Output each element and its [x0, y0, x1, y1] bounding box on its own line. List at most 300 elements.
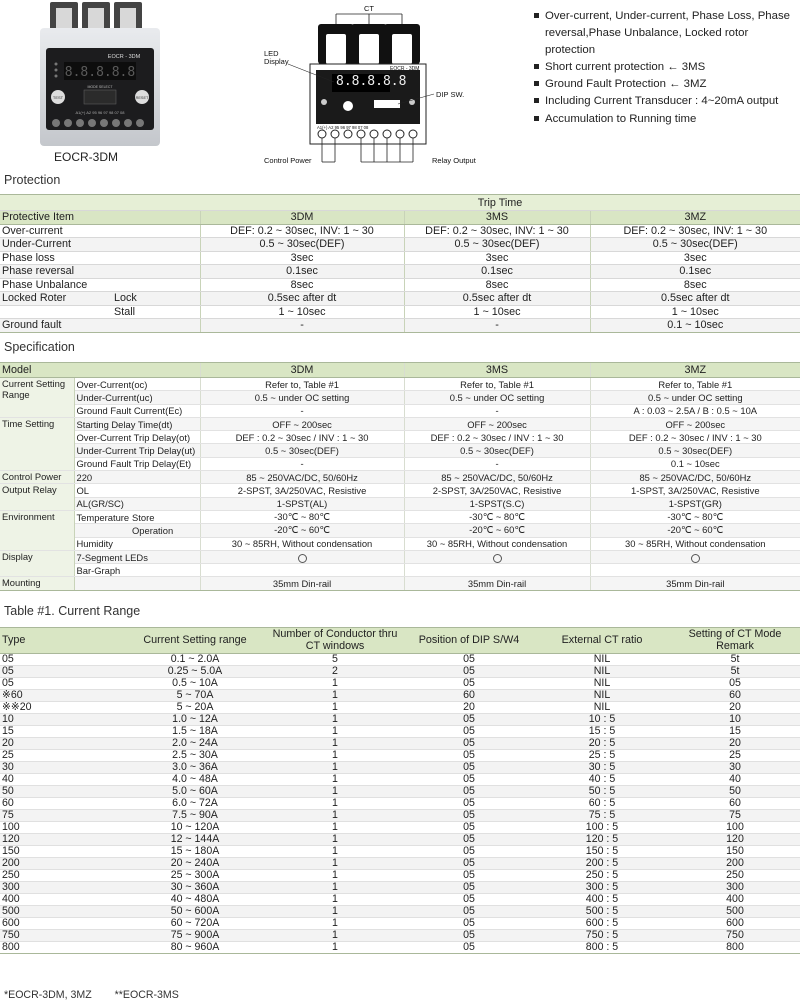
ct-label: CT: [364, 4, 374, 13]
trip-time-cell: 0.1sec: [590, 265, 800, 279]
product-mode-label: MODE SELECT: [87, 85, 113, 89]
spec-value-cell: 0.5 ~ under OC setting: [404, 391, 590, 404]
spec-value-cell: [590, 550, 800, 563]
spec-group: Control Power: [0, 471, 74, 484]
protection-title: Protection: [4, 173, 61, 187]
table-row: [0, 738, 800, 750]
table-cell: 5t: [670, 666, 800, 678]
spec-value-cell: -30℃ ~ 80℃: [404, 510, 590, 523]
table-cell: 1: [266, 810, 404, 822]
table-cell: 400 : 5: [534, 894, 670, 906]
table-cell: 1: [266, 690, 404, 702]
column-header: Setting of CT Mode Remark: [670, 628, 800, 654]
table-row: [0, 417, 800, 430]
spec-value-cell: 35mm Din-rail: [200, 577, 404, 590]
protective-item: Over-current: [0, 224, 112, 238]
table-cell: 05: [404, 906, 534, 918]
feature-item: Including Current Transducer : 4~20mA output: [534, 93, 796, 110]
table-cell: 6.0 ~ 72A: [124, 798, 266, 810]
footnote: *EOCR-3DM, 3MZ: [4, 989, 92, 1001]
trip-time-cell: -: [404, 319, 590, 333]
table-row: [0, 265, 800, 279]
table-cell: 10 : 5: [534, 714, 670, 726]
column-header: Number of Conductor thru CT windows: [266, 628, 404, 654]
protective-sub-item: [112, 278, 200, 292]
spec-value-cell: 30 ~ 85RH, Without condensation: [404, 537, 590, 550]
footnotes: [4, 989, 199, 1001]
table-cell: 05: [404, 666, 534, 678]
protective-sub-item: [112, 251, 200, 265]
spec-value-cell: 35mm Din-rail: [590, 577, 800, 590]
table-row: [0, 930, 800, 942]
spec-value-cell: [590, 564, 800, 577]
table-row: [0, 942, 800, 954]
spec-group: Display: [0, 550, 74, 577]
table-row: [0, 654, 800, 666]
table-cell: 800 : 5: [534, 942, 670, 954]
table-row: [0, 378, 800, 391]
table-cell: 500: [670, 906, 800, 918]
table-row: [0, 678, 800, 690]
model-header: 3MZ: [590, 211, 800, 225]
protective-item-header: Protective Item: [0, 211, 200, 225]
product-reset-label: RESET: [135, 96, 149, 100]
table-cell: 1: [266, 906, 404, 918]
table-row: [0, 510, 800, 523]
table-row: [0, 292, 800, 306]
model-header: 3DM: [200, 363, 404, 378]
table-cell: 60 ~ 720A: [124, 918, 266, 930]
spec-item: [74, 577, 200, 590]
spec-value-cell: 2-SPST, 3A/250VAC, Resistive: [404, 484, 590, 497]
table-cell: 5.0 ~ 60A: [124, 786, 266, 798]
table-cell: 05: [404, 786, 534, 798]
table-cell: 5: [266, 654, 404, 666]
trip-time-cell: 8sec: [200, 278, 404, 292]
feature-item: Short current protection ← 3MS: [534, 59, 796, 76]
table-cell: 250 : 5: [534, 870, 670, 882]
trip-time-cell: DEF: 0.2 ~ 30sec, INV: 1 ~ 30: [590, 224, 800, 238]
spec-value-cell: 2-SPST, 3A/250VAC, Resistive: [200, 484, 404, 497]
table-cell: 3.0 ~ 36A: [124, 762, 266, 774]
table-row: [0, 762, 800, 774]
spec-value-cell: 30 ~ 85RH, Without condensation: [590, 537, 800, 550]
table-cell: ※60: [0, 690, 124, 702]
table-cell: 12 ~ 144A: [124, 834, 266, 846]
trip-time-cell: 3sec: [404, 251, 590, 265]
table-row: [0, 471, 800, 484]
table-cell: 300: [0, 882, 124, 894]
table-cell: 10: [0, 714, 124, 726]
table-cell: 05: [404, 918, 534, 930]
table-cell: 1: [266, 798, 404, 810]
table-cell: 05: [0, 654, 124, 666]
feature-item: Accumulation to Running time: [534, 111, 796, 128]
product-led-digits: 8.8.8.8.8: [64, 65, 136, 80]
table-cell: NIL: [534, 690, 670, 702]
table-cell: 1: [266, 762, 404, 774]
table-row: [0, 690, 800, 702]
spec-value-cell: DEF : 0.2 ~ 30sec / INV : 1 ~ 30: [590, 431, 800, 444]
trip-time-cell: 0.5 ~ 30sec(DEF): [404, 238, 590, 252]
table-cell: 05: [404, 810, 534, 822]
table-cell: 30: [0, 762, 124, 774]
table-cell: 40: [670, 774, 800, 786]
control-power-label: Control Power: [264, 156, 312, 165]
spec-value-cell: OFF ~ 200sec: [200, 417, 404, 430]
table-row: [0, 484, 800, 497]
feature-list: [534, 8, 796, 128]
spec-value-cell: -30℃ ~ 80℃: [200, 510, 404, 523]
table-cell: NIL: [534, 654, 670, 666]
spec-group: Time Setting: [0, 417, 74, 470]
spec-value-cell: -30℃ ~ 80℃: [590, 510, 800, 523]
specification-title: Specification: [4, 340, 75, 354]
table-cell: 400: [670, 894, 800, 906]
table-cell: 800: [670, 942, 800, 954]
spec-value-cell: 0.1 ~ 10sec: [590, 457, 800, 470]
table-cell: 120 : 5: [534, 834, 670, 846]
table-cell: 100 : 5: [534, 822, 670, 834]
table-cell: 1: [266, 858, 404, 870]
table-row: [0, 750, 800, 762]
table-cell: 80 ~ 960A: [124, 942, 266, 954]
spec-value-cell: -20℃ ~ 60℃: [404, 524, 590, 537]
product-front-label: EOCR - 3DM: [107, 54, 141, 60]
feature-item: Over-current, Under-current, Phase Loss, Phase reversal,Phase Unbalance, Locked rotor protection: [534, 8, 796, 58]
specification-table: [0, 362, 800, 591]
table-cell: 500: [0, 906, 124, 918]
product-photo: [36, 2, 164, 147]
table-cell: NIL: [534, 702, 670, 714]
footnote: **EOCR-3MS: [114, 989, 179, 1001]
relay-output-label: Relay Output: [432, 156, 476, 165]
table-cell: ※※20: [0, 702, 124, 714]
table-cell: 75: [670, 810, 800, 822]
table-row: [0, 431, 800, 444]
table-cell: 15: [670, 726, 800, 738]
trip-time-cell: DEF: 0.2 ~ 30sec, INV: 1 ~ 30: [200, 224, 404, 238]
table-cell: 300: [670, 882, 800, 894]
table-cell: 50: [670, 786, 800, 798]
table-cell: 50 : 5: [534, 786, 670, 798]
table-cell: 05: [404, 750, 534, 762]
table-cell: 20: [670, 738, 800, 750]
table-row: [0, 918, 800, 930]
table-row: [0, 444, 800, 457]
table-cell: 05: [404, 678, 534, 690]
spec-value-cell: -20℃ ~ 60℃: [590, 524, 800, 537]
table-row: [0, 251, 800, 265]
protective-sub-item: [112, 224, 200, 238]
table-row: [0, 798, 800, 810]
table-cell: 1: [266, 738, 404, 750]
spec-value-cell: [404, 564, 590, 577]
spec-value-cell: 0.5 ~ under OC setting: [200, 391, 404, 404]
spec-item: [74, 524, 130, 537]
trip-time-cell: 0.5sec after dt: [404, 292, 590, 306]
spec-value-cell: OFF ~ 200sec: [590, 417, 800, 430]
model-header: 3DM: [200, 211, 404, 225]
table-row: [0, 834, 800, 846]
trip-time-cell: 1 ~ 10sec: [404, 305, 590, 319]
table-row: [0, 305, 800, 319]
table-row: [0, 858, 800, 870]
spec-value-cell: 1-SPST(S.C): [404, 497, 590, 510]
table-row: [0, 870, 800, 882]
dip-switch-label: DIP SW.: [436, 90, 465, 99]
table-cell: 05: [0, 666, 124, 678]
model-header: 3MZ: [590, 363, 800, 378]
table-row: [0, 714, 800, 726]
table-cell: 300 : 5: [534, 882, 670, 894]
trip-time-cell: 3sec: [590, 251, 800, 265]
table-cell: 0.25 ~ 5.0A: [124, 666, 266, 678]
table-cell: 600 : 5: [534, 918, 670, 930]
product-overview: [0, 0, 800, 168]
table-cell: 250: [670, 870, 800, 882]
trip-time-cell: 0.5 ~ 30sec(DEF): [590, 238, 800, 252]
table-cell: 60: [0, 798, 124, 810]
table-row: [0, 391, 800, 404]
table-cell: 0.5 ~ 10A: [124, 678, 266, 690]
trip-time-cell: 0.5 ~ 30sec(DEF): [200, 238, 404, 252]
spec-item: Temperature: [74, 510, 130, 523]
spec-value-cell: 1-SPST(AL): [200, 497, 404, 510]
spec-item: AL(GR/SC): [74, 497, 200, 510]
current-range-table: [0, 627, 800, 954]
table-cell: 1: [266, 726, 404, 738]
spec-value-cell: [200, 550, 404, 563]
table-row: [0, 564, 800, 577]
spec-item: Humidity: [74, 537, 200, 550]
table-row: [0, 537, 800, 550]
table-cell: 1: [266, 870, 404, 882]
table-cell: 1: [266, 894, 404, 906]
spec-item: Bar-Graph: [74, 564, 200, 577]
spec-value-cell: 85 ~ 250VAC/DC, 50/60Hz: [404, 471, 590, 484]
protective-item: Phase Unbalance: [0, 278, 112, 292]
spec-value-cell: -: [404, 457, 590, 470]
table-cell: 600: [0, 918, 124, 930]
spec-group: Output Relay: [0, 484, 74, 511]
model-header: Model: [0, 363, 200, 378]
table-cell: 05: [404, 654, 534, 666]
spec-sub-item: Operation: [130, 524, 200, 537]
spec-value-cell: -: [200, 457, 404, 470]
spec-value-cell: A : 0.03 ~ 2.5A / B : 0.5 ~ 10A: [590, 404, 800, 417]
table-cell: 60: [404, 690, 534, 702]
spec-item: Ground Fault Trip Delay(Et): [74, 457, 200, 470]
spec-value-cell: 1-SPST, 3A/250VAC, Resistive: [590, 484, 800, 497]
protective-item: Ground fault: [0, 319, 112, 333]
table-row: [0, 278, 800, 292]
trip-time-cell: 1 ~ 10sec: [590, 305, 800, 319]
table-cell: 05: [404, 822, 534, 834]
table-cell: 05: [404, 894, 534, 906]
table-cell: 40 ~ 480A: [124, 894, 266, 906]
table-cell: 1: [266, 678, 404, 690]
diagram-terminal-labels: A1(+) A2 95 96 97 98 07 08: [317, 125, 369, 130]
table-cell: 120: [0, 834, 124, 846]
table-cell: 30 ~ 360A: [124, 882, 266, 894]
table-cell: 750: [0, 930, 124, 942]
spec-value-cell: Refer to, Table #1: [200, 378, 404, 391]
table-cell: 20: [670, 702, 800, 714]
table-cell: 600: [670, 918, 800, 930]
table-cell: 15 : 5: [534, 726, 670, 738]
table-cell: 50: [0, 786, 124, 798]
table-cell: 20 : 5: [534, 738, 670, 750]
spec-value-cell: -: [200, 404, 404, 417]
spec-value-cell: DEF : 0.2 ~ 30sec / INV : 1 ~ 30: [200, 431, 404, 444]
table-cell: 5 ~ 20A: [124, 702, 266, 714]
table-cell: 100: [670, 822, 800, 834]
spec-value-cell: 85 ~ 250VAC/DC, 50/60Hz: [590, 471, 800, 484]
column-header: Position of DIP S/W4: [404, 628, 534, 654]
table-row: [0, 404, 800, 417]
table-cell: 200 : 5: [534, 858, 670, 870]
trip-time-cell: 8sec: [404, 278, 590, 292]
spec-value-cell: 0.5 ~ 30sec(DEF): [590, 444, 800, 457]
spec-value-cell: 85 ~ 250VAC/DC, 50/60Hz: [200, 471, 404, 484]
table-cell: 40 : 5: [534, 774, 670, 786]
table-cell: 60: [670, 690, 800, 702]
table-cell: 05: [404, 798, 534, 810]
supported-circle-icon: [493, 554, 502, 563]
table-cell: 10: [670, 714, 800, 726]
table-row: [0, 666, 800, 678]
spec-value-cell: 30 ~ 85RH, Without condensation: [200, 537, 404, 550]
table-cell: 2.5 ~ 30A: [124, 750, 266, 762]
product-caption: EOCR-3DM: [54, 150, 119, 164]
table-cell: 15: [0, 726, 124, 738]
spec-item: 220: [74, 471, 200, 484]
table-cell: 05: [404, 834, 534, 846]
trip-time-cell: 1 ~ 10sec: [200, 305, 404, 319]
spec-item: Starting Delay Time(dt): [74, 417, 200, 430]
table-cell: 40: [0, 774, 124, 786]
table-cell: 30: [670, 762, 800, 774]
table-cell: 05: [0, 678, 124, 690]
table-cell: 1: [266, 942, 404, 954]
table-cell: 25 : 5: [534, 750, 670, 762]
table-row: [0, 702, 800, 714]
table-row: [0, 497, 800, 510]
table-cell: 800: [0, 942, 124, 954]
table-cell: 1: [266, 918, 404, 930]
column-header: Type: [0, 628, 124, 654]
table-cell: 05: [404, 762, 534, 774]
spec-value-cell: -20℃ ~ 60℃: [200, 524, 404, 537]
table-cell: NIL: [534, 678, 670, 690]
feature-item: Ground Fault Protection ← 3MZ: [534, 76, 796, 93]
table-cell: 250: [0, 870, 124, 882]
trip-time-cell: 0.5sec after dt: [590, 292, 800, 306]
spec-group: Environment: [0, 510, 74, 550]
diagram-led-digits: 8.8.8.8.8: [336, 74, 407, 89]
table-cell: 05: [404, 738, 534, 750]
spec-value-cell: Refer to, Table #1: [590, 378, 800, 391]
protective-sub-item: [112, 238, 200, 252]
spec-group: Mounting: [0, 577, 74, 590]
current-range-title: Table #1. Current Range: [4, 604, 141, 618]
table-cell: 1: [266, 834, 404, 846]
table-row: [0, 457, 800, 470]
table-cell: 100: [0, 822, 124, 834]
supported-circle-icon: [691, 554, 700, 563]
trip-time-cell: 3sec: [200, 251, 404, 265]
table-cell: 1: [266, 750, 404, 762]
table-cell: 05: [404, 930, 534, 942]
table-cell: 15 ~ 180A: [124, 846, 266, 858]
supported-circle-icon: [298, 554, 307, 563]
table-cell: 05: [404, 774, 534, 786]
table-cell: 150: [0, 846, 124, 858]
table-cell: 1: [266, 786, 404, 798]
protective-sub-item: [112, 319, 200, 333]
table-cell: 500 : 5: [534, 906, 670, 918]
trip-time-cell: 8sec: [590, 278, 800, 292]
table-cell: 75 ~ 900A: [124, 930, 266, 942]
table-cell: 05: [404, 870, 534, 882]
protective-item: Phase loss: [0, 251, 112, 265]
spec-value-cell: [404, 550, 590, 563]
table-cell: 2: [266, 666, 404, 678]
spec-value-cell: 0.5 ~ 30sec(DEF): [200, 444, 404, 457]
table-row: [0, 550, 800, 563]
table-cell: 1: [266, 774, 404, 786]
table-cell: 120: [670, 834, 800, 846]
table-cell: NIL: [534, 666, 670, 678]
protective-sub-item: Stall: [112, 305, 200, 319]
table-row: [0, 882, 800, 894]
spec-value-cell: [200, 564, 404, 577]
table-cell: 10 ~ 120A: [124, 822, 266, 834]
table-cell: 150: [670, 846, 800, 858]
table-cell: 05: [404, 882, 534, 894]
table-cell: 5 ~ 70A: [124, 690, 266, 702]
table-cell: 2.0 ~ 24A: [124, 738, 266, 750]
wiring-diagram: [258, 2, 498, 167]
table-cell: 5t: [670, 654, 800, 666]
table-cell: 75 : 5: [534, 810, 670, 822]
spec-group: Current Setting Range: [0, 378, 74, 418]
product-terminal-labels: A1(+) A2 95 96 97 98 07 08: [75, 110, 125, 115]
table-row: [0, 894, 800, 906]
spec-value-cell: 1-SPST(GR): [590, 497, 800, 510]
trip-time-cell: 0.1sec: [404, 265, 590, 279]
table-row: [0, 822, 800, 834]
product-test-label: TEST: [52, 95, 64, 100]
table-cell: 25 ~ 300A: [124, 870, 266, 882]
table-row: [0, 524, 800, 537]
protective-sub-item: Lock: [112, 292, 200, 306]
table-row: [0, 846, 800, 858]
spec-item: Over-Current(oc): [74, 378, 200, 391]
table-cell: 1: [266, 702, 404, 714]
table-cell: 1: [266, 714, 404, 726]
table-cell: 750 : 5: [534, 930, 670, 942]
table-cell: 30 : 5: [534, 762, 670, 774]
table-cell: 50 ~ 600A: [124, 906, 266, 918]
protection-table: [0, 194, 800, 333]
table-cell: 05: [404, 846, 534, 858]
table-cell: 20: [0, 738, 124, 750]
table-cell: 20 ~ 240A: [124, 858, 266, 870]
table-cell: 05: [670, 678, 800, 690]
table-cell: 0.1 ~ 2.0A: [124, 654, 266, 666]
